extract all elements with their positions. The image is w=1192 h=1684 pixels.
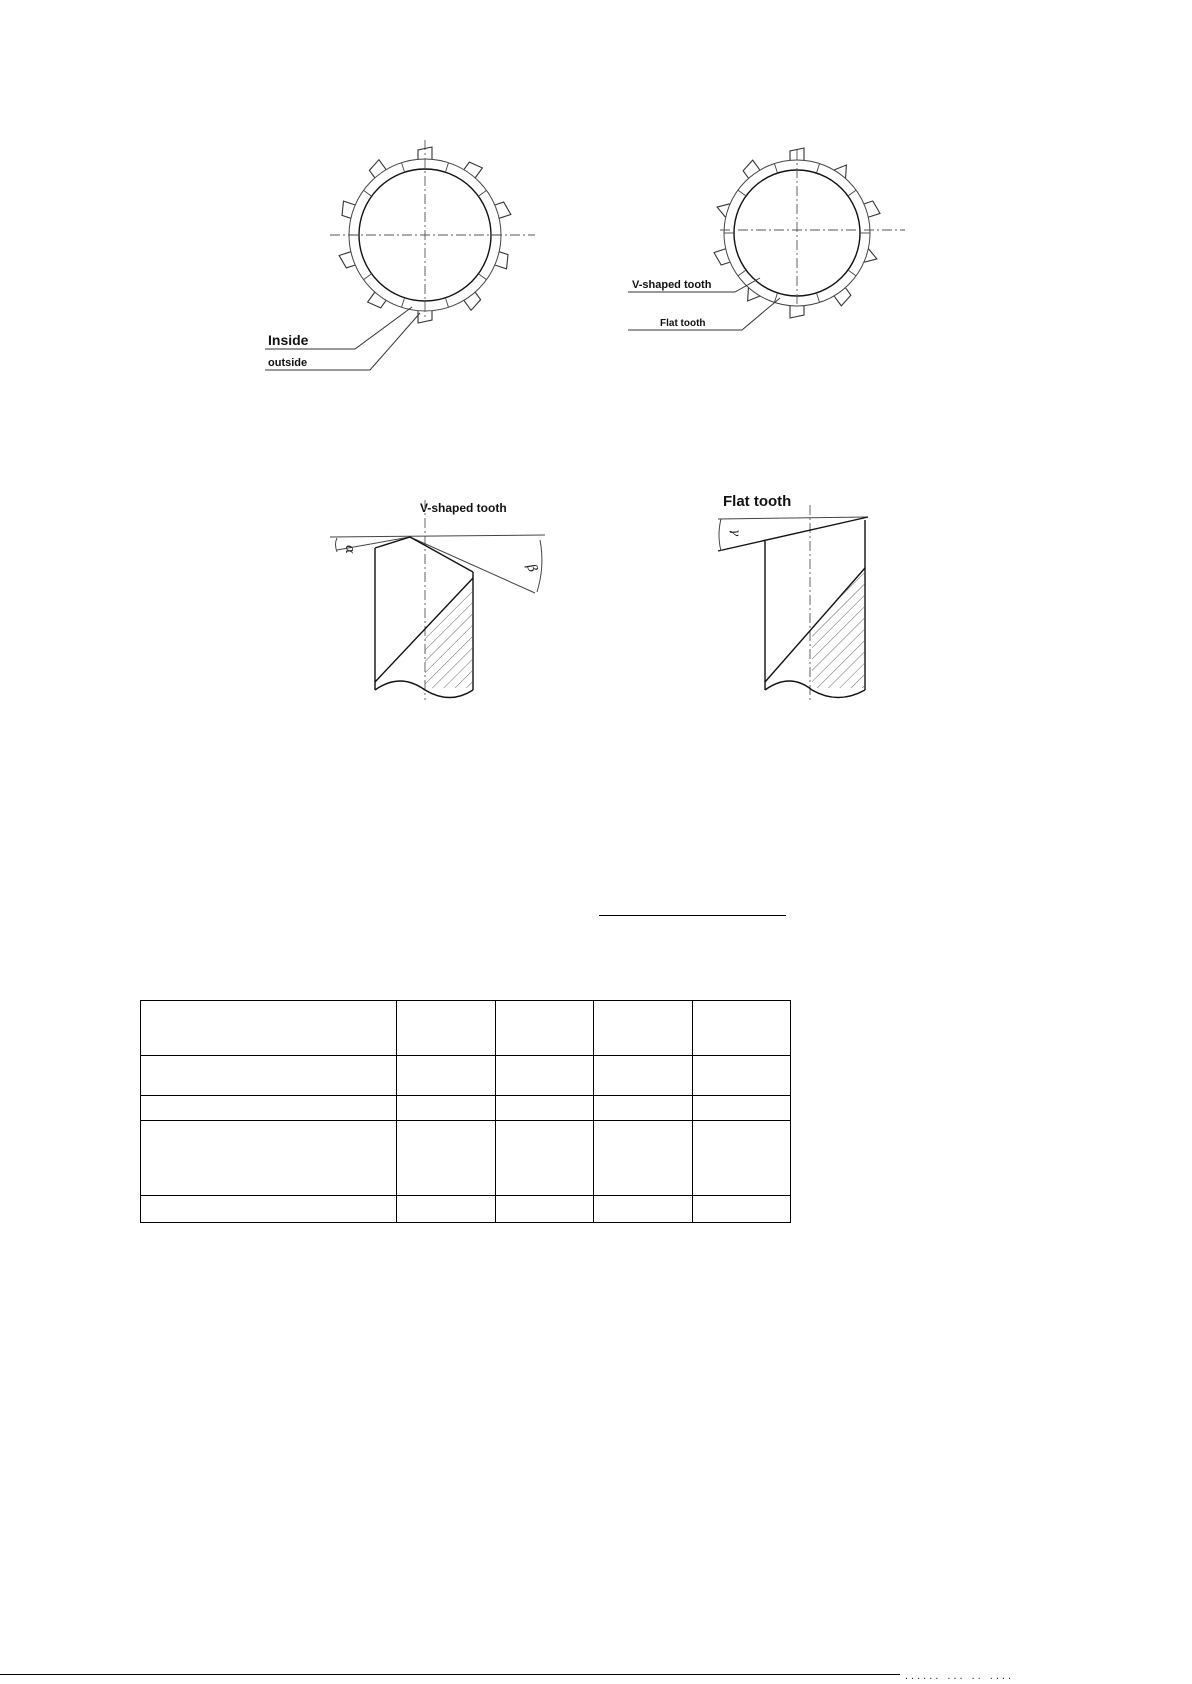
- table-cell: [693, 1001, 791, 1056]
- table-cell: [496, 1096, 594, 1121]
- label-outside: outside: [268, 357, 308, 369]
- table-cell: [397, 1121, 496, 1196]
- table-cell: [397, 1001, 496, 1056]
- alpha-arc: [336, 538, 338, 552]
- tooth-profile-v-shaped: [330, 500, 545, 700]
- table-cell: [693, 1096, 791, 1121]
- gamma-arc: [719, 519, 721, 551]
- symbol-gamma: γ: [729, 529, 743, 537]
- label-flat-tooth: Flat tooth: [660, 318, 706, 329]
- table-cell: [496, 1001, 594, 1056]
- table-row: [141, 1096, 791, 1121]
- tooth-apex: [375, 537, 473, 572]
- core-bit-section-right: [628, 148, 905, 330]
- footer-mark: ...... ... .. ....: [905, 1670, 1015, 1682]
- symbol-alpha: α: [342, 545, 357, 554]
- table-row: [141, 1056, 791, 1096]
- table-cell: [594, 1001, 693, 1056]
- table-cell: [594, 1196, 693, 1223]
- table-cell: [141, 1001, 397, 1056]
- reference-line-top: [330, 535, 545, 537]
- reference-line-top: [718, 517, 868, 519]
- table-cell: [693, 1121, 791, 1196]
- table-row: [141, 1001, 791, 1056]
- table-cell: [594, 1056, 693, 1096]
- table-cell: [397, 1096, 496, 1121]
- empty-table: [140, 1000, 791, 1223]
- label-inside: Inside: [268, 332, 309, 348]
- table-cell: [397, 1056, 496, 1096]
- tooth-profile-flat: [718, 493, 868, 700]
- table-cell: [693, 1196, 791, 1223]
- table-cell: [141, 1196, 397, 1223]
- title-flat-tooth: Flat tooth: [723, 493, 792, 510]
- table-row: [141, 1196, 791, 1223]
- underline-blank: [599, 915, 786, 916]
- hatched-region: [425, 580, 473, 688]
- table-cell: [397, 1196, 496, 1223]
- table-cell: [141, 1056, 397, 1096]
- table-cell: [496, 1121, 594, 1196]
- table-cell: [141, 1121, 397, 1196]
- table-cell: [693, 1056, 791, 1096]
- table-cell: [141, 1096, 397, 1121]
- table-cell: [594, 1096, 693, 1121]
- core-bit-section-left: [265, 140, 535, 370]
- label-v-shaped-tooth: V-shaped tooth: [632, 279, 712, 291]
- table-cell: [594, 1121, 693, 1196]
- table-row: [141, 1121, 791, 1196]
- table-cell: [496, 1196, 594, 1223]
- title-v-shaped-tooth: V-shaped tooth: [420, 501, 507, 515]
- table-cell: [496, 1056, 594, 1096]
- symbol-beta: β: [523, 562, 540, 575]
- hatched-region: [812, 570, 865, 688]
- footer-rule: [0, 1674, 900, 1675]
